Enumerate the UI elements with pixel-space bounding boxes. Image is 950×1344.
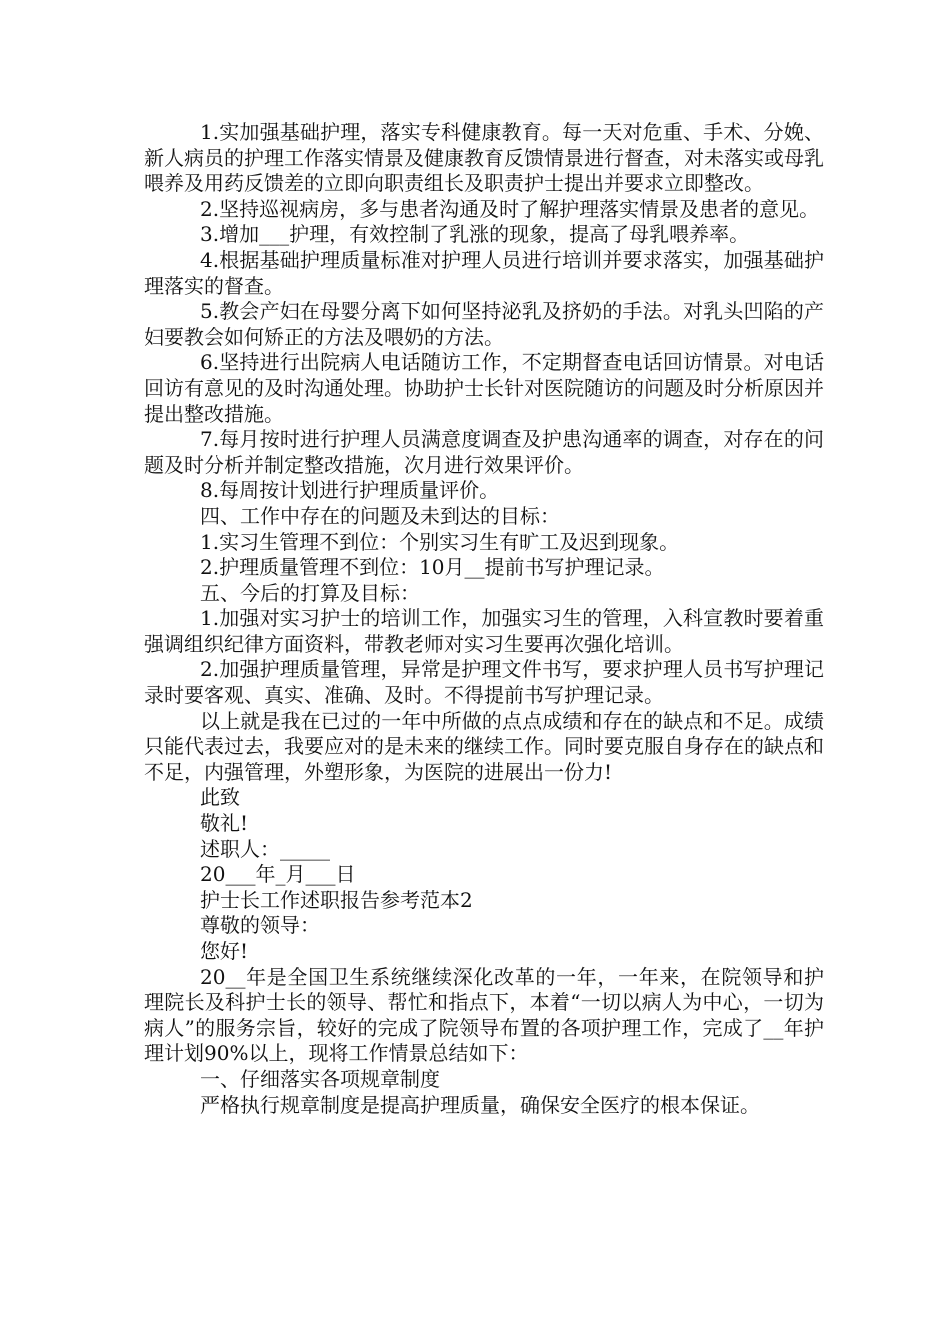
- paragraph-3: 3.增加___护理，有效控制了乳涨的现象，提高了母乳喂养率。: [200, 222, 750, 247]
- greeting-leaders: 尊敬的领导：: [200, 913, 320, 938]
- paragraph-conclusion: 以上就是我在已过的一年中所做的点点成绩和存在的缺点和不足。成绩只能代表过去，我要应对的是未来的继续工作。同时要克服自身存在的缺点和不足，内强管理，外塑形象，为医院的进展出一份力!: [144, 708, 824, 784]
- paragraph-7: 7.每月按时进行护理人员满意度调查及护患沟通率的调查，对存在的问题及时分析并制定整改措施，次月进行效果评价。: [144, 427, 824, 477]
- section-heading-problems: 四、工作中存在的问题及未到达的目标：: [200, 503, 560, 528]
- closing-regards: 敬礼!: [200, 811, 249, 836]
- section-heading-plans: 五、今后的打算及目标：: [200, 580, 420, 605]
- document-page: [144, 120, 824, 1118]
- paragraph-rules: 严格执行规章制度是提高护理质量，确保安全医疗的根本保证。: [200, 1092, 760, 1117]
- closing-salutation: 此致: [200, 785, 240, 810]
- paragraph-8: 8.每周按计划进行护理质量评价。: [200, 478, 500, 503]
- paragraph-2: 2.坚持巡视病房，多与患者沟通及时了解护理落实情景及患者的意见。: [200, 196, 820, 221]
- paragraph-intro-2: 20__年是全国卫生系统继续深化改革的一年，一年来，在院领导和护理院长及科护士长的领导、帮忙和指点下，本着“一切以病人为中心，一切为病人”的服务宗旨，较好的完成了院领导布置的各项护理工作，完成了__年护理计划90%以上，现将工作情景总结如下：: [144, 964, 824, 1066]
- reporter-signature-line: 述职人：_____: [200, 836, 330, 861]
- greeting-hello: 您好!: [200, 939, 249, 963]
- section-heading-rules: 一、仔细落实各项规章制度: [200, 1066, 440, 1091]
- paragraph-problem-1: 1.实习生管理不到位：个别实习生有旷工及迟到现象。: [200, 529, 680, 554]
- paragraph-problem-2: 2.护理质量管理不到位：10月__提前书写护理记录。: [200, 555, 665, 580]
- date-line: 20___年_月___日: [200, 862, 356, 887]
- paragraph-5: 5.教会产妇在母婴分离下如何坚持泌乳及挤奶的手法。对乳头凹陷的产妇要教会如何矫正的方法及喂奶的方法。: [144, 299, 824, 349]
- paragraph-plan-1: 1.加强对实习护士的培训工作，加强实习生的管理，入科宣教时要着重强调组织纪律方面资料，带教老师对实习生要再次强化培训。: [144, 606, 824, 656]
- paragraph-4: 4.根据基础护理质量标准对护理人员进行培训并要求落实，加强基础护理落实的督查。: [144, 247, 824, 298]
- paragraph-1: 1.实加强基础护理，落实专科健康教育。每一天对危重、手术、分娩、新人病员的护理工作落实情景及健康教育反馈情景进行督查，对未落实或母乳喂养及用药反馈差的立即向职责组长及职责护士提出并要求立即整改。: [144, 120, 824, 196]
- sample-title: 护士长工作述职报告参考范本2: [200, 887, 473, 912]
- paragraph-6: 6.坚持进行出院病人电话随访工作，不定期督查电话回访情景。对电话回访有意见的及时沟通处理。协助护士长针对医院随访的问题及时分析原因并提出整改措施。: [144, 350, 824, 426]
- paragraph-plan-2: 2.加强护理质量管理，异常是护理文件书写，要求护理人员书写护理记录时要客观、真实、准确、及时。不得提前书写护理记录。: [144, 657, 824, 708]
